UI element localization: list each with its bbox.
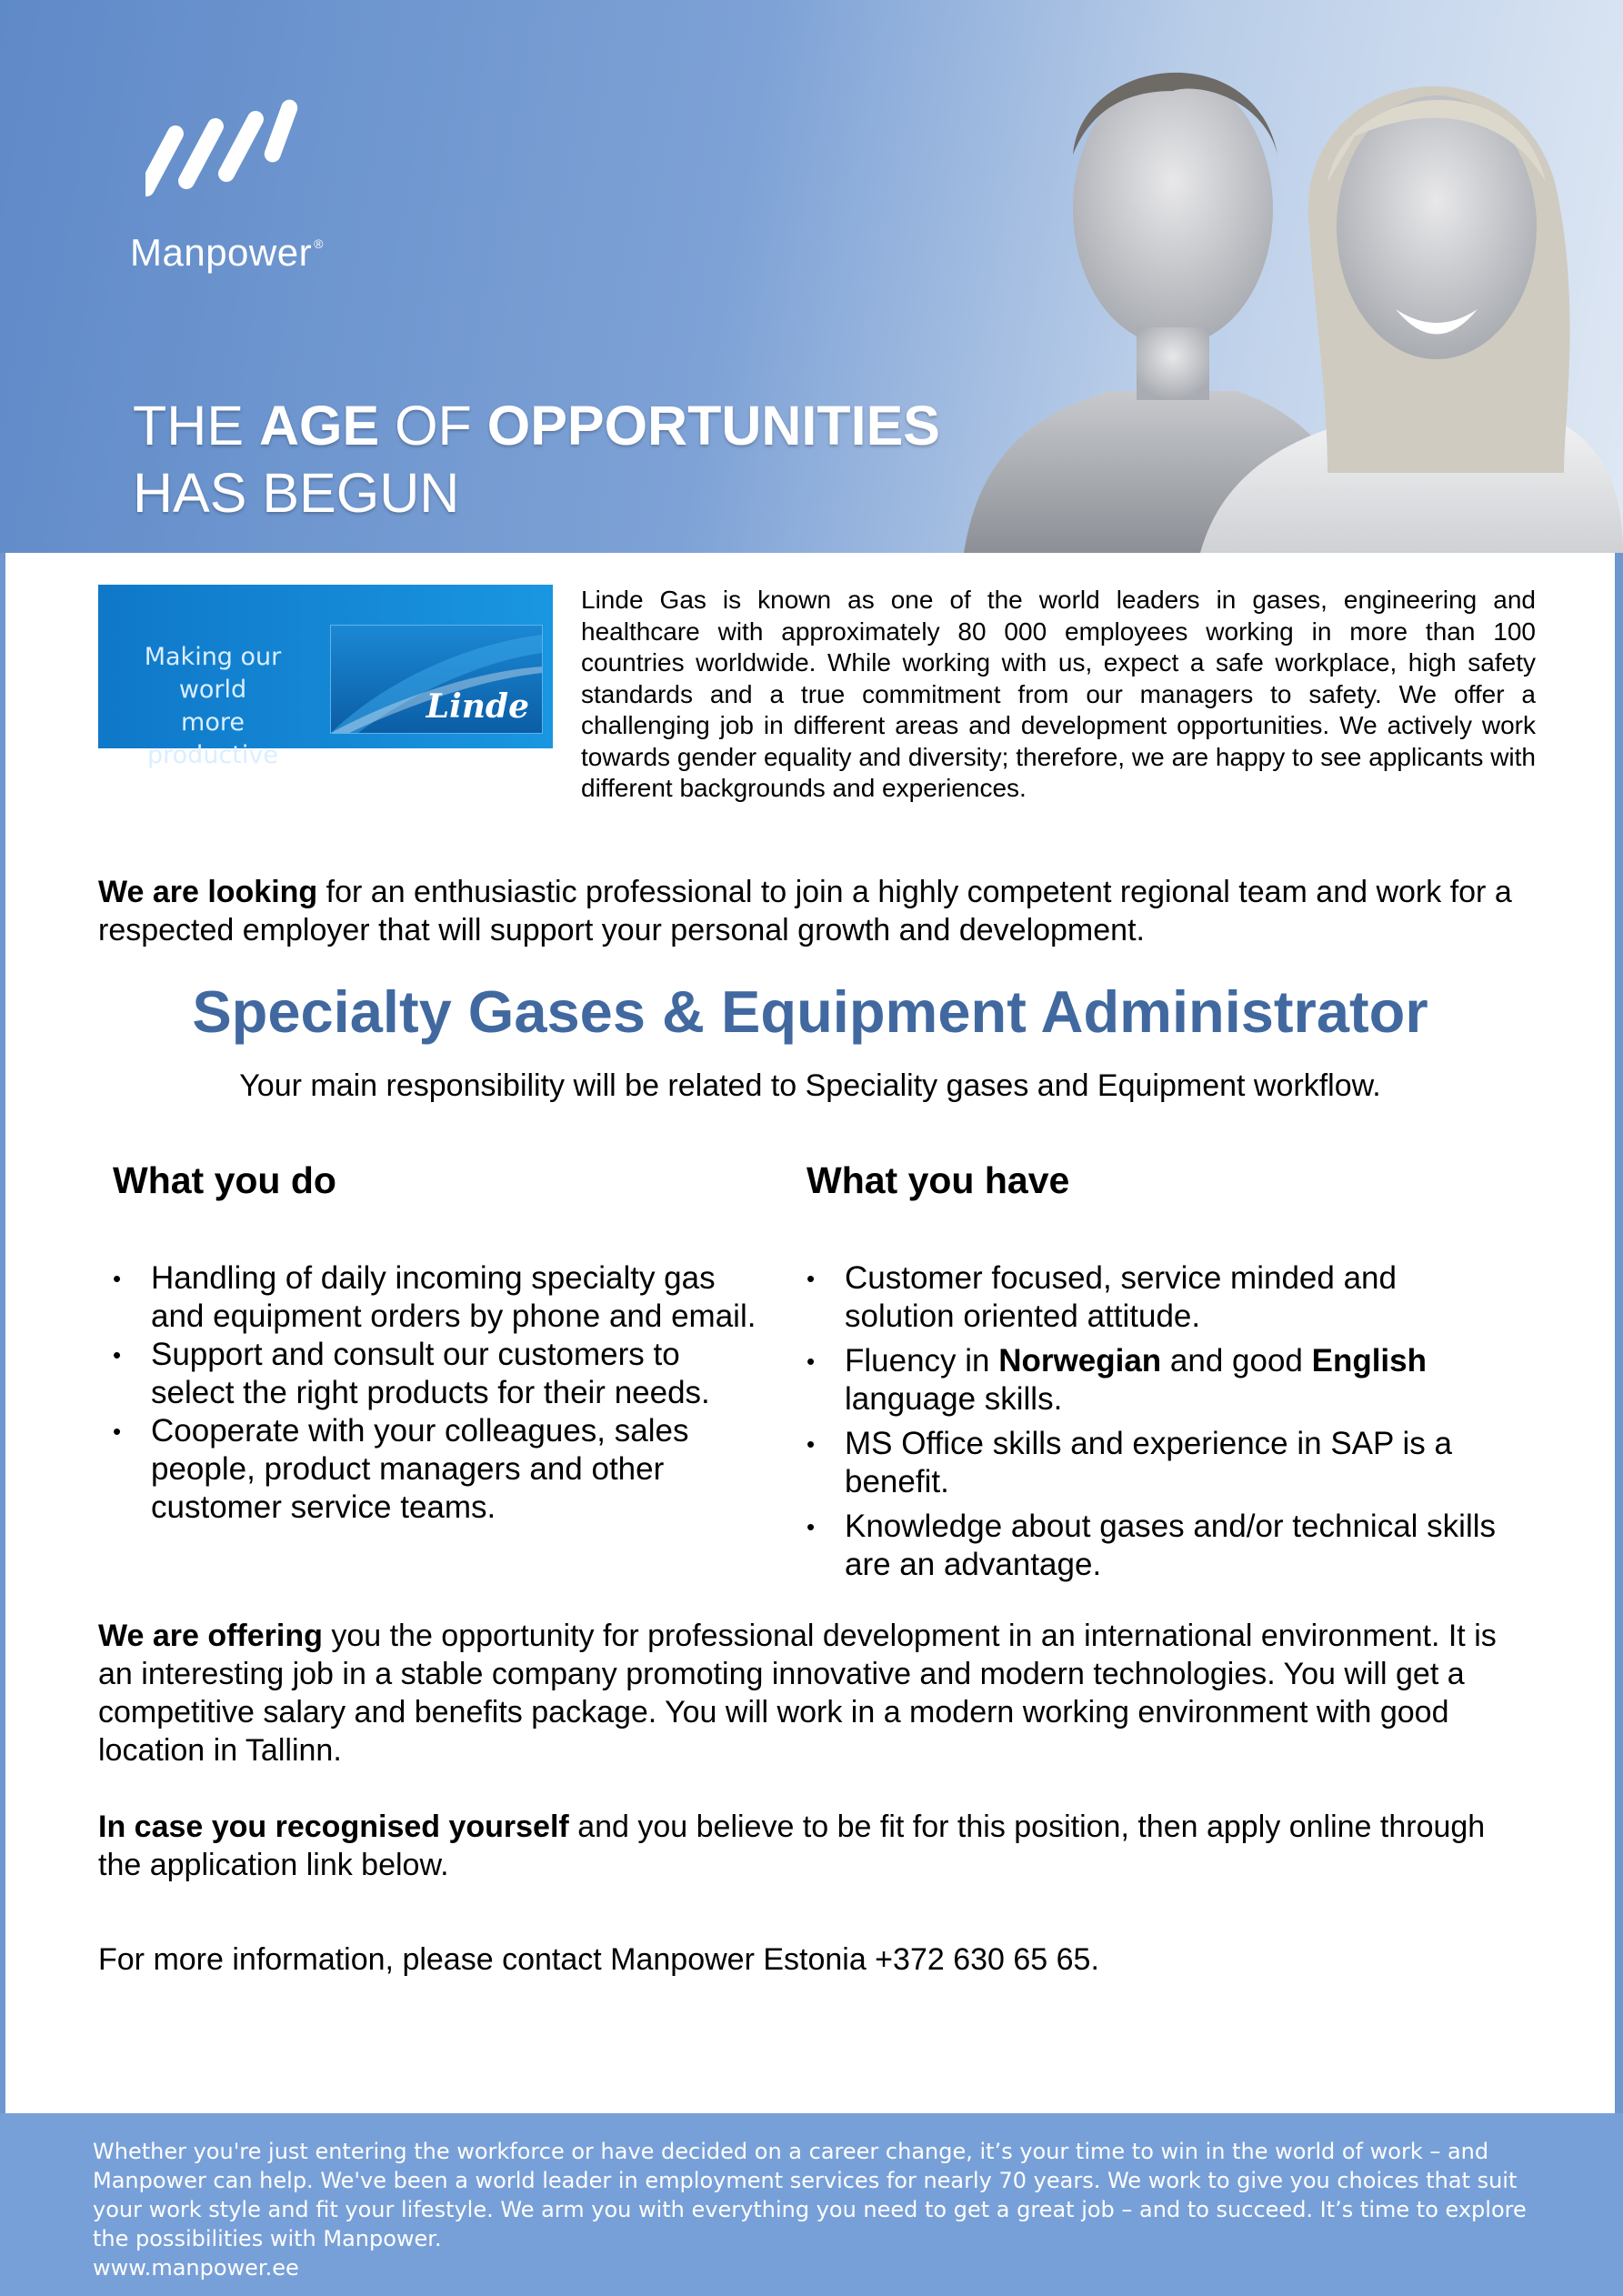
- list-item: • Fluency in Norwegian and good English language skills.: [806, 1342, 1507, 1419]
- what-you-do-heading: What you do: [113, 1159, 336, 1201]
- main-responsibility: Your main responsibility will be related to Speciality gases and Equipment workflow.: [239, 1068, 1381, 1103]
- company-intro: Linde Gas is known as one of the world leaders in gases, engineering and healthcare with approximately 80 000 employees working in more than 100 countries worldwide. While working with us, expect a safe workplace, high safety standards and a true commitment from our managers to safety. We offer a challenging job in different areas and development opportunities. We actively work towards gender equality and diversity; therefore, we are happy to see applicants with different backgrounds and experiences.: [581, 586, 1536, 802]
- list-item: • Handling of daily incoming specialty gas and equipment orders by phone and email.: [113, 1259, 758, 1336]
- content-panel: [5, 553, 1615, 2113]
- what-you-do-list: [113, 1259, 758, 1527]
- list-item: • Cooperate with your colleagues, sales people, product managers and other customer service teams.: [113, 1412, 758, 1527]
- two-smiling-professionals-photo: [927, 0, 1623, 553]
- footer-text: Whether you're just entering the workforce or have decided on a career change, it’s your time to win in the world of work – and Manpower can help. We've been a world leader in employment services for nearly 70 years. We work to give you choices that suit your work style and fit your lifestyle. We arm you with everything you need to get a great job – and to succeed. It’s time to explore the possibilities with Manpower. www.manpower.ee: [93, 2137, 1548, 2282]
- contact-info: For more information, please contact Manpower Estonia +372 630 65 65.: [98, 1942, 1099, 1977]
- what-you-have-section: [806, 1158, 1507, 1590]
- looking-paragraph: We are looking for an enthusiastic professional to join a highly competent regional team and work for a respected employer that will support your personal growth and development.: [98, 875, 1512, 947]
- list-item: • MS Office skills and experience in SAP is a benefit.: [806, 1425, 1507, 1501]
- what-you-do-section: [113, 1158, 758, 1527]
- footer: [0, 2113, 1623, 2296]
- manpower-website-link[interactable]: www.manpower.ee: [93, 2255, 299, 2281]
- offering-paragraph: We are offering you the opportunity for professional development in an international environment. It is an interesting job in a stable company promoting innovative and modern technologies. You will get a competitive salary and benefits package. You will work in a modern working environment with good location in Tallinn.: [98, 1619, 1497, 1768]
- job-title: Specialty Gases & Equipment Administrator: [192, 978, 1428, 1045]
- hero-banner: [0, 0, 1623, 553]
- what-you-have-heading: What you have: [806, 1159, 1070, 1201]
- hero-headline: THE AGE OF OPPORTUNITIES HAS BEGUN: [133, 394, 940, 524]
- manpower-wordmark: Manpower ®: [130, 231, 324, 274]
- manpower-stripes-icon: [145, 98, 327, 198]
- what-you-have-list: [806, 1259, 1507, 1584]
- list-item: • Knowledge about gases and/or technical skills are an advantage.: [806, 1508, 1507, 1584]
- list-item: • Support and consult our customers to select the right products for their needs.: [113, 1336, 758, 1412]
- linde-tagline: Making our world more productive: [144, 643, 282, 769]
- apply-paragraph: In case you recognised yourself and you believe to be fit for this position, then apply online through the application link below.: [98, 1810, 1486, 1882]
- linde-logo: Linde: [330, 625, 543, 734]
- list-item: • Customer focused, service minded and solution oriented attitude.: [806, 1259, 1507, 1336]
- linde-banner: [98, 585, 553, 769]
